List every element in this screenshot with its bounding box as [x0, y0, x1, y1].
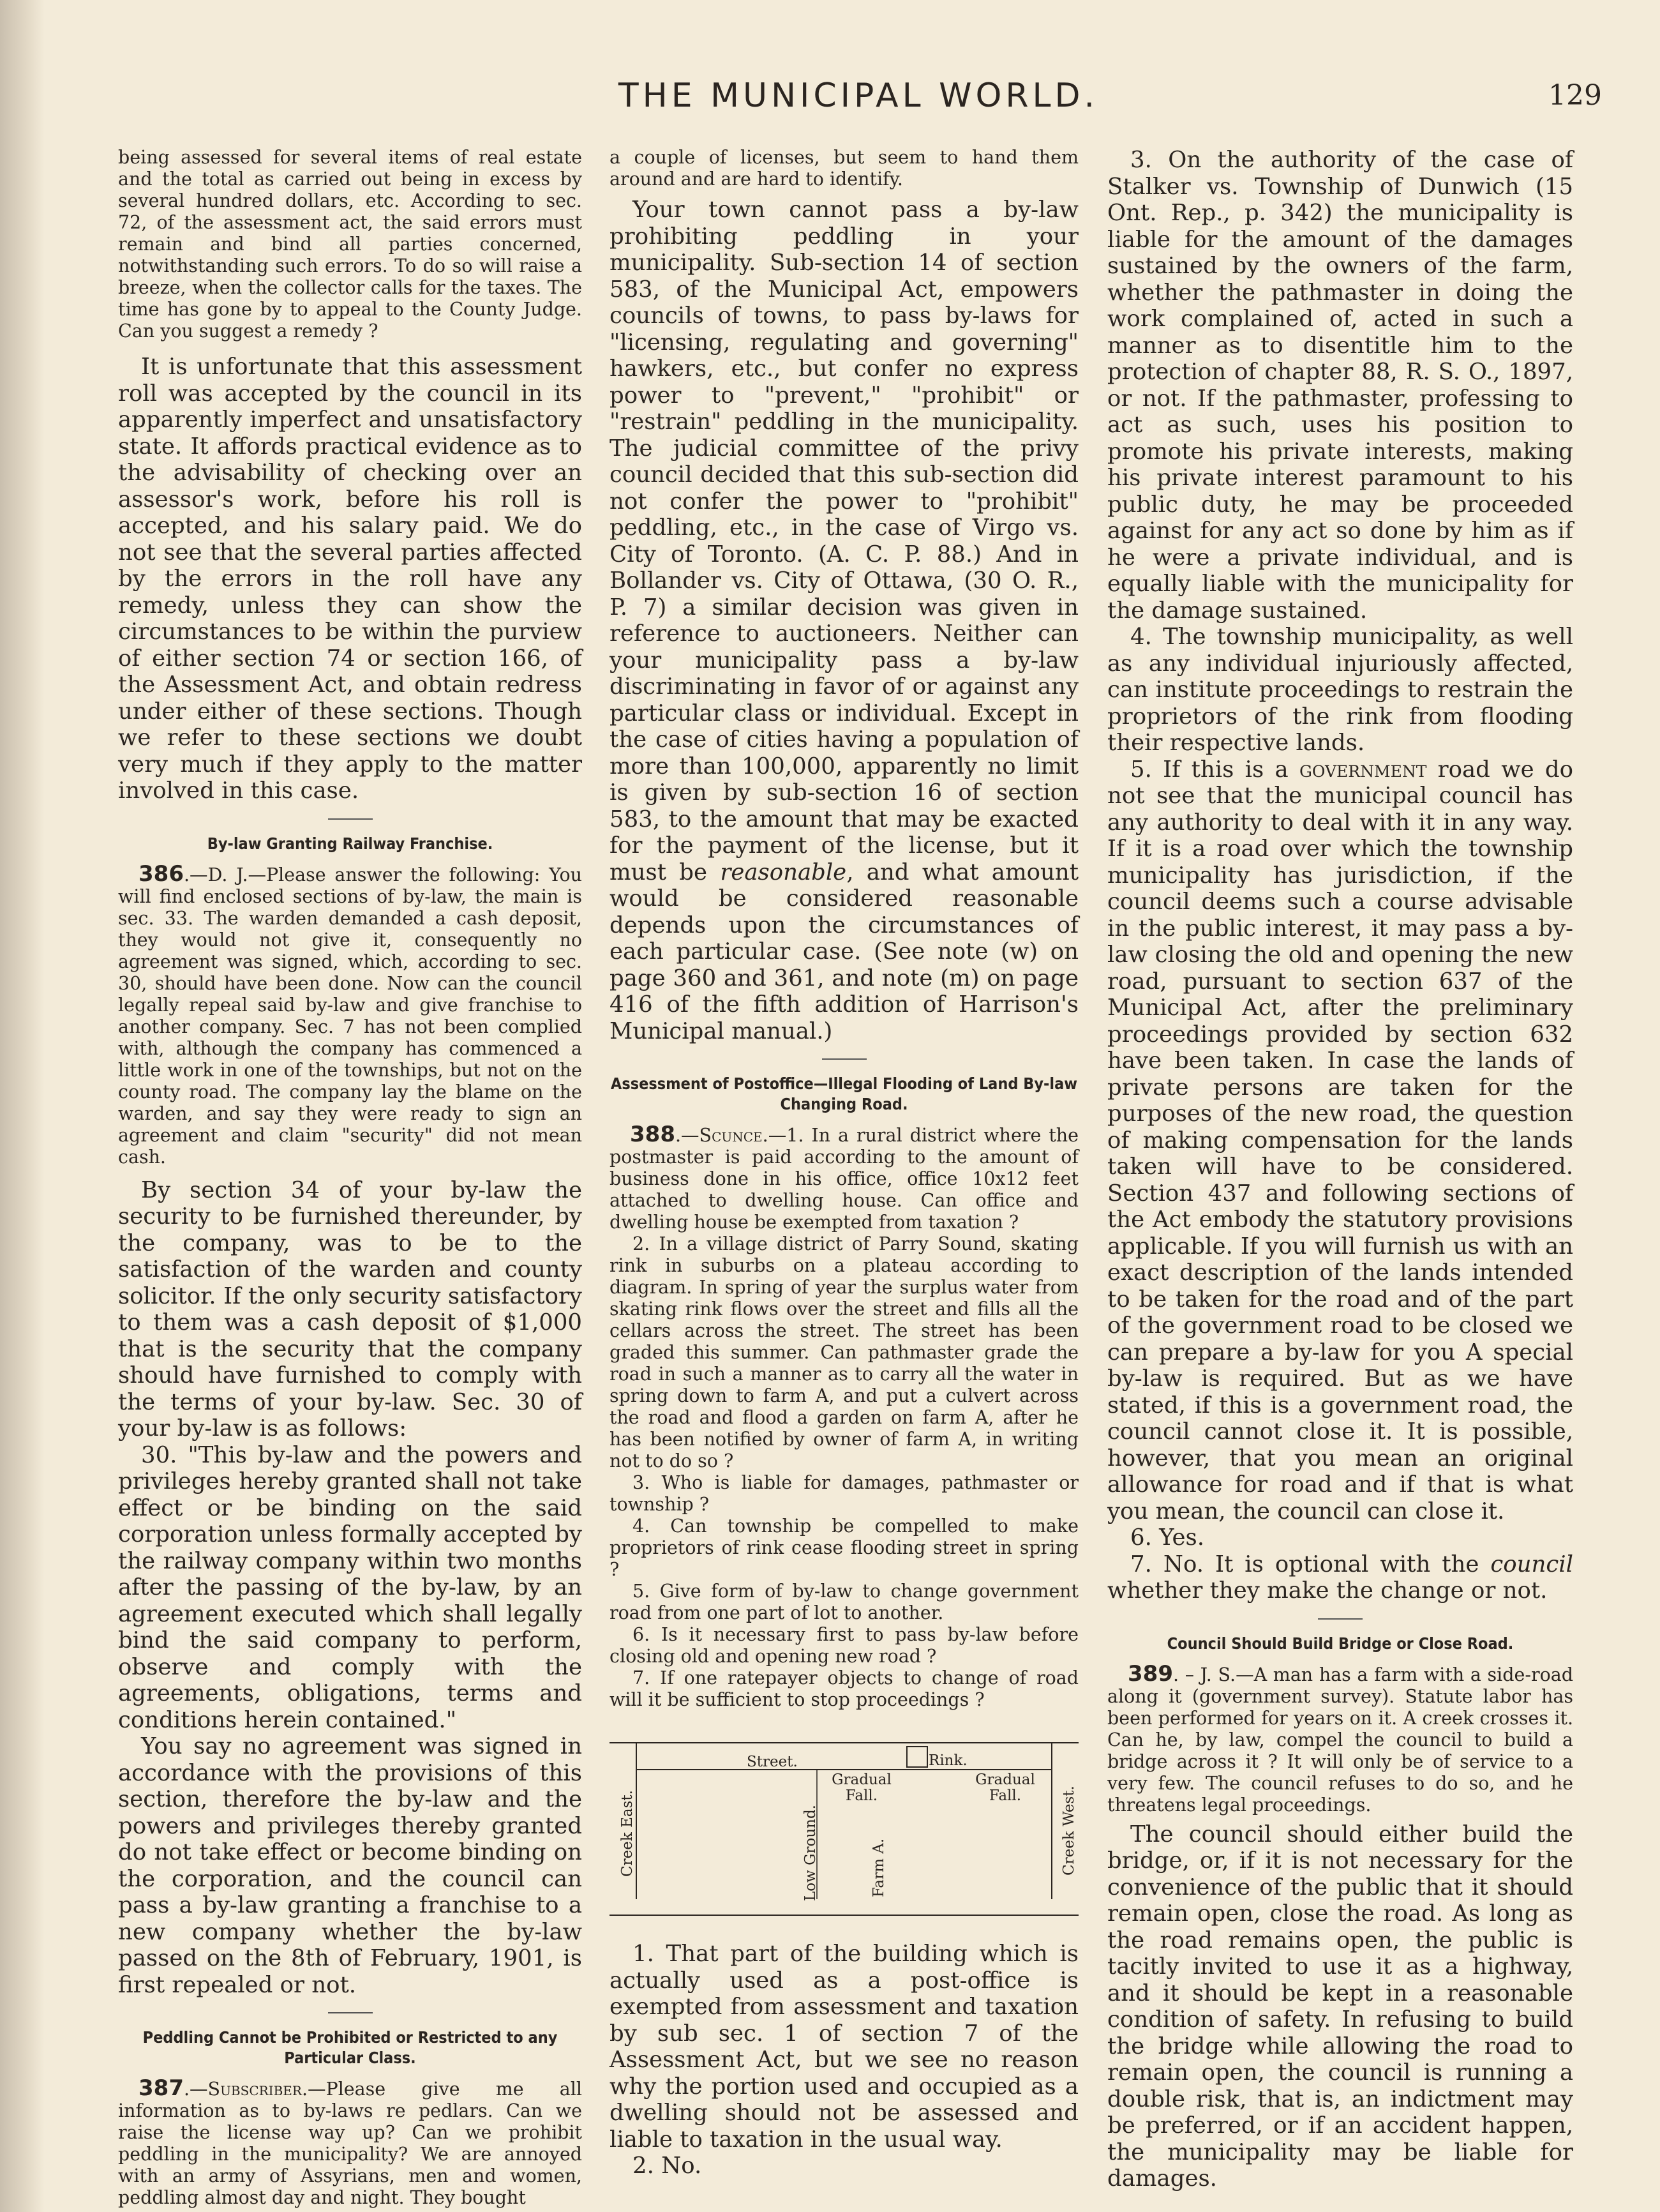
question-number-388: 388	[630, 1122, 675, 1147]
question-386-text: .—D. J.—Please answer the following: You will find enclosed sections of by-law, the main is sec. 33. The warden demanded a cash deposit, they would not give it, consequently no agreement was signed, which, according to sec. 30, should have been done. Now can the council legally repeal said by-law and give franchise to another company. Sec. 7 has not been complied with, although the company has commenced a little work in one of the townships, but not on the county road. The company lay the blame on the warden, and say they were ready to sign an agreement and claim "security" did not mean cash.	[118, 864, 582, 1168]
question-388-5: 5. Give form of by-law to change government road from one part of lot to another.	[609, 1581, 1079, 1623]
emphasis-council: council	[1490, 1551, 1573, 1577]
page-header	[115, 77, 1602, 128]
section-divider	[822, 1058, 867, 1060]
question-389-text: . – J. S.—A man has a farm with a side-road along it (government survey). Statute labor has been performed for years on it. A creek crosses it. Can he, by law, compel the council to build a bridge across it ? It will only be of service to a very few. The council refuses to do so, and he threatens legal proceedings.	[1107, 1664, 1573, 1816]
question-number-386: 386	[138, 861, 184, 887]
diagram-lines	[609, 1730, 1079, 1928]
question-number-387: 387	[138, 2075, 184, 2101]
question-388-2: 2. In a village district of Parry Sound, skating rink in suburbs on a plateau according to diagram. In spring of year the surplus water from skating rink flows over the street and fills all the cellars across the street. The street has been graded this summer. Can pathmaster grade the road in such a manner as to carry all the water in spring down to farm A, and put a culvert across the road and flood a garden on farm A, after he has been notified by owner of farm A, in writing not to do so ?	[609, 1233, 1079, 1471]
rink-box	[907, 1747, 927, 1767]
question-number-389: 389	[1128, 1660, 1173, 1687]
column-left	[118, 147, 582, 2209]
answer-386-p3: You say no agreement was signed in accordance with the provisions of this section, therefore the by-law and the powers and privileges thereby granted do not take effect or become binding on the corporation, and the council can pass a by-law granting a franchise to a new company whether the by-law passed on the 8th of February, 1901, is first repealed or not.	[118, 1733, 582, 1998]
question-388-1: 388.—Scunce.—1. In a rural district where the postmaster is paid according to the amount of business done in his office, office 10x12 feet attached to dwelling house. Can office and dwelling house be exempted from taxation ?	[609, 1122, 1079, 1233]
section-heading-386: By-law Granting Railway Franchise.	[207, 834, 493, 853]
binding-gutter	[0, 0, 45, 2212]
section-divider	[328, 2012, 373, 2013]
street-label: Street.	[747, 1754, 798, 1770]
question-387-text: .—Please give me all information as to by-laws re pedlars. Can we raise the license way up? Can we prohibit peddling in the municipality? We are annoyed with an army of Assyrians, men and women, peddling almost day and night. They bought	[118, 2079, 582, 2208]
column-right	[1107, 147, 1573, 2192]
answer-387-text-1: Your town cannot pass a by-law prohibiting peddling in your municipality. Sub-section 14 of section 583, of the Municipal Act, empowers councils of towns, to pass by-laws for "licensing, regulating and governing" hawkers, etc., but confer no express power to "prevent," "prohibit" or "restrain" peddling in the municipality. The judicial committee of the privy council decided that this sub-section did not confer the power to "prohibit" peddling, etc., in the case of Virgo vs. City of Toronto. (A. C. P. 88.) And in Bollander vs. City of Ottawa, (30 O. R., P. 7) a similar decision was given in reference to auctioneers. Neither can your municipality pass a by-law discriminating in favor of or against any particular class or individual. Except in the case of cities having a population of more than 100,000, apparently no limit is given by sub-section 16 of section 583, to the amount that may be exacted for the payment of the license, but it must be	[609, 197, 1079, 885]
answer-paragraph: It is unfortunate that this assessment roll was accepted by the council in its apparently imperfect and unsatisfactory state. It affords practical evidence as to the advisability of checking over an assessor's work, before his roll is accepted, and his salary paid. We do not see that the several parties affected by the errors in the roll have any remedy, unless they can show the circumstances to be within the purview of either section 74 or section 166, of the Assessment Act, and obtain redress under either of these sections. Though we refer to these sections we doubt very much if they apply to the matter involved in this case.	[118, 354, 582, 804]
answer-387-text-2: , and what amount would be considered reasonable depends upon the circumstances of each particular case. (See note (w) on page 360 and 361, and note (m) on page 416 of the fifth addition of Harrison's Municipal manual.)	[609, 859, 1079, 1044]
question-387: 387.—Subscriber.—Please give me all information as to by-laws re pedlars. Can we raise the license way up? Can we prohibit peddling in the municipality? We are annoyed with an army of Assyrians, men and women, peddling almost day and night. They bought	[118, 2075, 582, 2208]
emphasis-reasonable: reasonable	[720, 859, 847, 885]
answer-388-4: 4. The township municipality, as well as any individual injuriously affected, can institute proceedings to restrain the proprietors of the rink from flooding their respective lands.	[1107, 624, 1573, 756]
question-388-3: 3. Who is liable for damages, pathmaster or township ?	[609, 1472, 1079, 1515]
creek-west-label: Creek West.	[1061, 1786, 1077, 1876]
answer-388-7	[1107, 1551, 1573, 1604]
answer-388-1: 1. That part of the building which is actually used as a post-office is exempted from assessment and taxation by sub sec. 1 of section 7 of the Assessment Act, but we see no reason why the portion used and occupied as a dwelling should not be assessed and liable to taxation in the usual way.	[609, 1941, 1079, 2153]
question-389	[1107, 1660, 1573, 1816]
answer-386-p2: 30. "This by-law and the powers and privileges hereby granted shall not take effect or be binding on the said corporation unless formally accepted by the railway company within two months after the passing of the by-law, by an agreement executed which shall legally bind the said company to perform, observe and comply with the agreements, obligations, terms and conditions herein contained."	[118, 1441, 582, 1733]
rink-diagram	[609, 1730, 1079, 1928]
questioner-name: Subscriber	[207, 2079, 302, 2100]
section-heading-388: Assessment of Postoffice—Illegal Flooding of Land By-law Changing Road.	[610, 1074, 1078, 1113]
answer-388-7-text: whether they make the change or not.	[1107, 1577, 1548, 1604]
page-title: THE MUNICIPAL WORLD.	[618, 77, 1099, 115]
section-divider	[1318, 1618, 1363, 1620]
question-388-6: 6. Is it necessary first to pass by-law before closing old and opening new road ?	[609, 1624, 1079, 1667]
low-ground-label: Low Ground.	[802, 1805, 819, 1901]
creek-east-label: Creek East.	[619, 1790, 636, 1877]
section-divider	[328, 818, 373, 820]
answer-389: The council should either build the bridge, or, if it is not necessary for the convenience of the public that it should remain open, close the road. As long as the road remains open, the public is tacitly invited to use it as a highway, and it should be kept in a reasonable condition of safety. In refusing to build the bridge while allowing the road to remain open, the council is running a double risk, that is, an indictment may be preferred, or if an accident happen, the municipality may be liable for damages.	[1107, 1821, 1573, 2192]
answer-388-2: 2. No.	[632, 2153, 702, 2179]
question-388-4: 4. Can township be compelled to make proprietors of rink cease flooding street in spring ?	[609, 1516, 1079, 1580]
answer-388-3: 3. On the authority of the case of Stalker vs. Township of Dunwich (15 Ont. Rep., p. 342) the municipality is liable for the amount of the damages sustained by the owners of the farm, whether the pathmaster in doing the work complained of, acted in such a manner as to disentitle him to the protection of chapter 88, R. S. O., 1897, or not. If the pathmaster, professing to act as such, uses his position to promote his private interests, making his private interest paramount to his public duty, he may be proceeded against for any act so done by him as if he were a private individual, and is equally liable with the municipality for the damage sustained.	[1107, 147, 1573, 624]
question-386	[118, 863, 582, 1168]
question-387-continuation: a couple of licenses, but seem to hand them around and are hard to identify.	[609, 147, 1079, 190]
farm-a-label: Farm A.	[871, 1838, 887, 1897]
question-388-7: 7. If one ratepayer objects to change of road will it be sufficient to stop proceedings ?	[609, 1667, 1079, 1710]
answer-388-5	[1107, 756, 1573, 1525]
column-middle	[609, 147, 1079, 2179]
answer-387	[609, 197, 1079, 1044]
answer-388-6: 6. Yes.	[1130, 1524, 1205, 1551]
emphasis-government: government	[1299, 756, 1427, 783]
gradual-fall-label-1: Gradual Fall.	[832, 1772, 892, 1804]
answer-388-5-lead: 5. If this is a	[1130, 756, 1289, 783]
section-heading-387: Peddling Cannot be Prohibited or Restricted to any Particular Class.	[142, 2028, 558, 2067]
answer-388-5-text: road we do not see that the municipal council has any authority to deal with it in any way. If it is a road over which the township municipality has jurisdiction, if the council deems such a course advisable in the public interest, it may pass a by-law closing the old and opening the new road, pursuant to section 637 of the Municipal Act, after the preliminary proceedings provided by section 632 have been taken. In case the lands of private persons are taken for the purposes of the new road, the question of making compensation for the lands taken will have to be considered. Section 437 and following sections of the Act embody the statutory provisions applicable. If you will furnish us with an exact description of the lands intended to be taken for the road and of the part of the government road to be closed we can prepare a by-law for you A special by-law is required. But as we have stated, if this is a government road, the council cannot close it. It is possible, however, that you mean an original allowance for road and if that is what you mean, the council can close it.	[1107, 756, 1573, 1524]
answer-386-p1: By section 34 of your by-law the security to be furnished thereunder, by the company, was to be to the satisfaction of the warden and county solicitor. If the only security satisfactory to them was a cash deposit of $1,000 that is the security that the company should have furnished to comply with the terms of your by-law. Sec. 30 of your by-law is as follows:	[118, 1177, 582, 1441]
questioner-name: Scunce	[699, 1125, 763, 1146]
answer-388-7-lead: 7. No. It is optional with the	[1130, 1551, 1479, 1577]
question-388-1-text: .—1. In a rural district where the postmaster is paid according to the amount of business done in his office, office 10x12 feet attached to dwelling house. Can office and dwelling house be exempted from taxation ?	[609, 1125, 1079, 1233]
section-heading-389: Council Should Build Bridge or Close Road.	[1167, 1634, 1514, 1653]
rink-label: Rink.	[929, 1752, 968, 1769]
page-number: 129	[1548, 79, 1602, 112]
question-continuation: being assessed for several items of real estate and the total as carried out being in excess by several hundred dollars, etc. According to sec. 72, of the assessment act, the said errors must remain and bind all parties concerned, notwithstanding such errors. To do so will raise a breeze, when the collector calls for the taxes. The time has gone by to appeal to the County Judge. Can you suggest a remedy ?	[118, 147, 582, 342]
gradual-fall-label-2: Gradual Fall.	[975, 1772, 1035, 1804]
